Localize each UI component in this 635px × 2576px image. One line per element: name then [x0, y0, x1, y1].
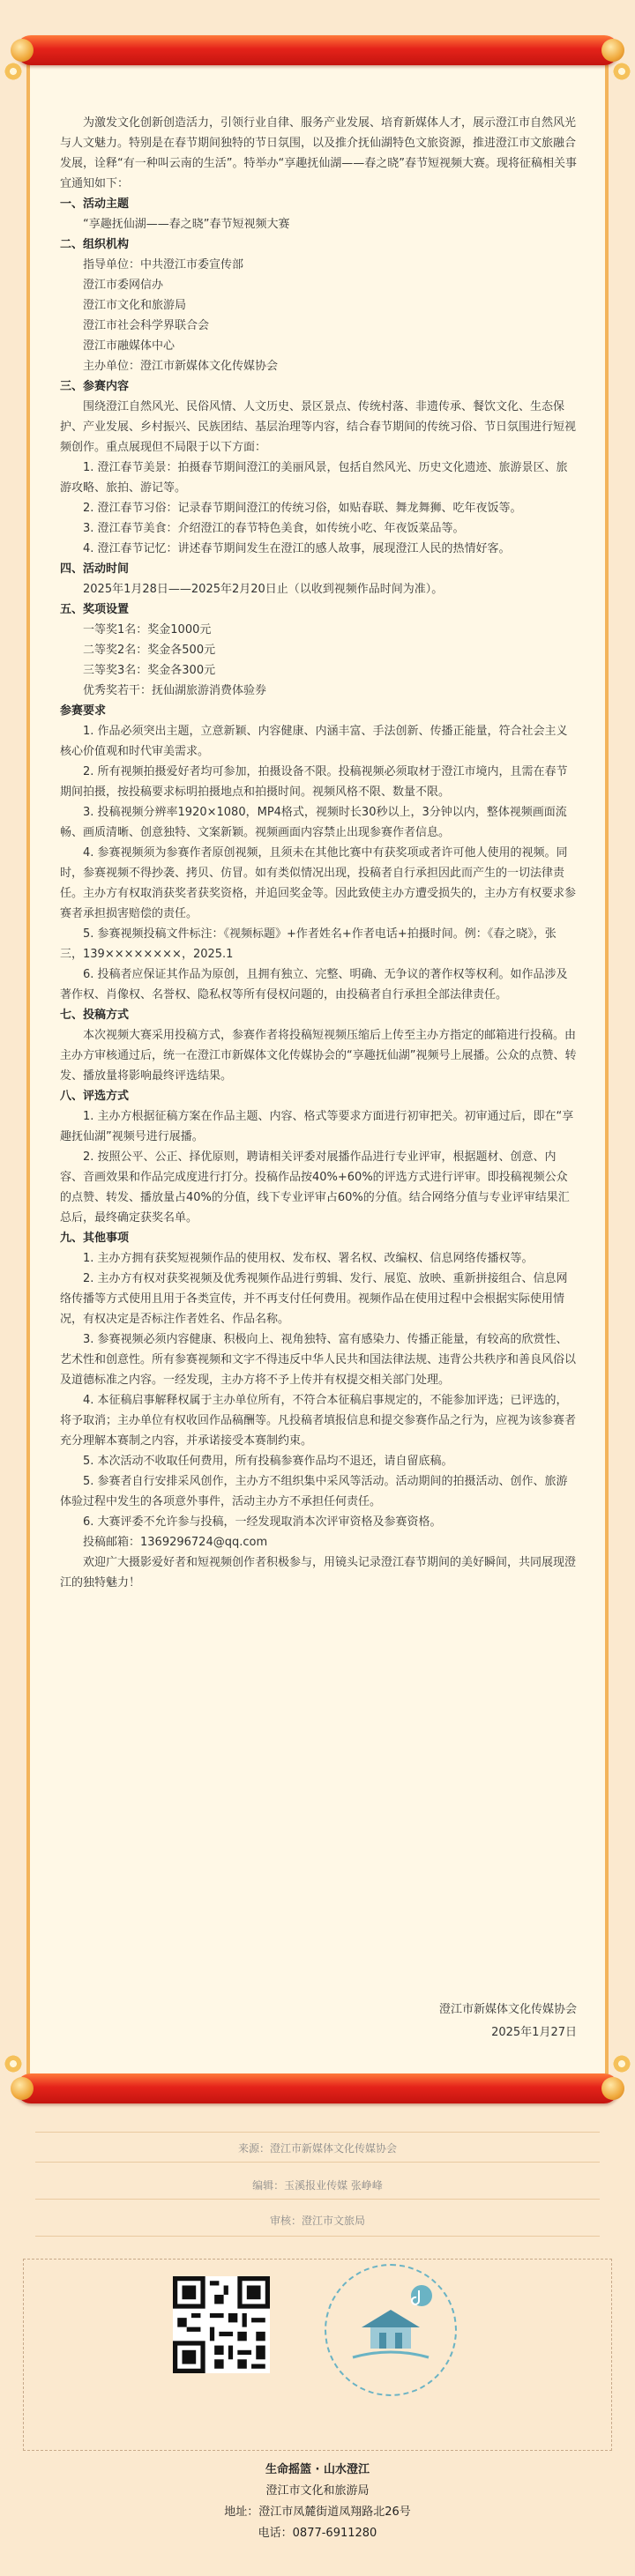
requirement-item: 1. 作品必须突出主题，立意新颖、内容健康、内涵丰富、手法创新、传播正能量，符合社会主义核心价值观和时代审美需求。 — [60, 725, 568, 758]
award-line: 一等奖1名：奖金1000元 — [83, 623, 212, 637]
requirement-item: 3. 投稿视频分辨率1920×1080，MP4格式，视频时长30秒以上，3分钟以内，整体视频画面流畅、画质清晰、创意独特、文案新颖。视频画面内容禁止出现参赛作者信息。 — [60, 806, 567, 839]
org-line: 指导单位：中共澄江市委宣传部 — [83, 258, 244, 272]
footer-editor: 编辑：玉溪报业传媒 张峥峰 — [252, 2179, 383, 2192]
section-title-submission: 七、投稿方式 — [60, 1009, 130, 1022]
requirement-item: 6. 投稿者应保证其作品为原创，且拥有独立、完整、明确、无争议的著作权等权利。如作品涉及著作权、肖像权、名誉权、隐私权等所有侵权问题的，由投稿者自行承担全部法律责任。 — [60, 968, 568, 1001]
section-title-theme: 一、活动主题 — [60, 197, 130, 211]
cloud-ornament-icon — [4, 62, 23, 81]
org-line: 澄江市社会科学界联合会 — [83, 319, 210, 332]
footer-address: 地址：澄江市凤麓街道凤翔路北26号 — [224, 2505, 411, 2519]
scroll-rod-top — [16, 35, 619, 65]
qr-code-icon[interactable] — [173, 2276, 270, 2373]
requirement-item: 5. 参赛视频投稿文件标注：《视频标题》+作者姓名+作者电话+拍摄时间。例：《春之晓》，张三，139××××××××，2025.1 — [60, 927, 557, 961]
footer-phone[interactable]: 电话：0877-6911280 — [258, 2527, 377, 2540]
pavilion-icon — [326, 2266, 455, 2394]
closing-paragraph: 欢迎广大摄影爱好者和短视频创作者积极参与，用镜头记录澄江春节期间的美好瞬间，共同展现澄江的独特魅力！ — [60, 1556, 577, 1590]
award-line: 优秀奖若干：抚仙湖旅游消费体验券 — [83, 684, 267, 697]
other-item: 6. 大赛评委不允许参与投稿，一经发现取消本次评审资格及参赛资格。 — [83, 1515, 442, 1529]
requirement-item: 4. 参赛视频须为参赛作者原创视频，且须未在其他比赛中有获奖项或者许可他人使用的视频。同时，参赛视频不得抄袭、拷贝、仿冒。如有类似情况出现，投稿者自行承担因此而产生的一切法律责任。主办方有权取消获奖者获奖资格，并追回奖金等。因此致使主办方遭受损失的，主办方有权要求参赛者承担损害赔偿的责任。 — [60, 846, 577, 920]
cloud-ornament-icon — [612, 62, 631, 81]
scroll-rod-bottom — [16, 2073, 619, 2103]
rod-cap-right-icon — [601, 39, 624, 62]
rod-cap-left-icon — [11, 2077, 34, 2100]
footer-bureau: 澄江市文化和旅游局 — [265, 2484, 370, 2498]
section-title-other: 九、其他事项 — [60, 1232, 130, 1245]
other-item: 3. 参赛视频必须内容健康、积极向上、视角独特、富有感染力、传播正能量，有较高的欣赏性、艺术性和创意性。所有参赛视频和文字不得违反中华人民共和国法律法规、违背公共秩序和善良风俗以及道德标准之内容。一经发现，主办方将不予上传并有权提交相关部门处理。 — [60, 1333, 577, 1387]
section-title-content: 三、参赛内容 — [60, 380, 130, 393]
content-item: 2. 澄江春节习俗：记录春节期间澄江的传统习俗，如贴春联、舞龙舞狮、吃年夜饭等。 — [83, 502, 522, 515]
org-line: 澄江市融媒体中心 — [83, 339, 176, 353]
footer-divider — [35, 2236, 600, 2237]
signature-date: 2025年1月27日 — [491, 2026, 577, 2039]
rod-cap-right-icon — [601, 2077, 624, 2100]
footer-divider — [35, 2162, 600, 2163]
content-item: 1. 澄江春节美景：拍摄春节期间澄江的美丽风景，包括自然风光、历史文化遗迹、旅游景区、旅游攻略、旅拍、游记等。 — [60, 461, 568, 495]
content-item: 4. 澄江春节记忆：讲述春节期间发生在澄江的感人故事，展现澄江人民的热情好客。 — [83, 542, 511, 555]
section-title-judging: 八、评选方式 — [60, 1090, 130, 1103]
content-intro: 围绕澄江自然风光、民俗风情、人文历史、景区景点、传统村落、非遗传承、餐饮文化、生态保护、产业发展、乡村振兴、民族团结、基层治理等内容，结合春节期间的传统习俗、节日氛围进行短视频创作。重点展现但不局限于以下方面： — [60, 400, 577, 454]
requirement-item: 2. 所有视频拍摄爱好者均可参加，拍摄设备不限。投稿视频必须取材于澄江市境内，且需在春节期间拍摄，按投稿要求标明拍摄地点和拍摄时间。视频风格不限、数量不限。 — [60, 765, 568, 799]
time-text: 2025年1月28日——2025年2月20日止（以收到视频作品时间为准）。 — [83, 583, 444, 596]
section-title-org: 二、组织机构 — [60, 238, 130, 251]
award-line: 二等奖2名：奖金各500元 — [83, 644, 216, 657]
content-item: 3. 澄江春节美食：介绍澄江的春节特色美食，如传统小吃、年夜饭菜品等。 — [83, 522, 465, 535]
douyin-mark-icon[interactable] — [325, 2264, 457, 2396]
judging-item: 1. 主办方根据征稿方案在作品主题、内容、格式等要求方面进行初审把关。初审通过后，即在“享趣抚仙湖”视频号进行展播。 — [60, 1110, 574, 1143]
award-line: 三等奖3名：奖金各300元 — [83, 664, 216, 677]
footer-source: 来源：澄江市新媒体文化传媒协会 — [237, 2142, 397, 2155]
footer-divider — [35, 2132, 600, 2133]
other-item: 5. 参赛者自行安排采风创作，主办方不组织集中采风等活动。活动期间的拍摄活动、创作、旅游体验过程中发生的各项意外事件，活动主办方不承担任何责任。 — [60, 1475, 568, 1508]
other-item: 1. 主办方拥有获奖短视频作品的使用权、发布权、署名权、改编权、信息网络传播权等。 — [83, 1252, 534, 1265]
signature-org: 澄江市新媒体文化传媒协会 — [438, 2003, 577, 2016]
footer-slogan: 生命摇篮 · 山水澄江 — [265, 2463, 370, 2476]
section-title-time: 四、活动时间 — [60, 562, 130, 576]
org-line: 澄江市文化和旅游局 — [83, 299, 187, 312]
cloud-ornament-icon — [4, 2054, 23, 2073]
cloud-ornament-icon — [612, 2054, 631, 2073]
other-item: 4. 本征稿启事解释权属于主办单位所有，不符合本征稿启事规定的，不能参加评选；已评选的，将予取消；主办单位有权收回作品稿酬等。凡投稿者填报信息和提交参赛作品之行为，应视为该参赛者充分理解本赛制之内容，并承诺接受本赛制约束。 — [60, 1394, 577, 1448]
other-item: 2. 主办方有权对获奖视频及优秀视频作品进行剪辑、发行、展览、放映、重新拼接组合、信息网络传播等方式使用且用于各类宣传，并不再支付任何费用。视频作品在使用过程中会根据实际使用情况，有权决定是否标注作者姓名、作品名称。 — [60, 1272, 568, 1326]
qr-section — [23, 2259, 612, 2451]
submission-email[interactable]: 投稿邮箱：1369296724@qq.com — [83, 1536, 268, 1549]
rod-cap-left-icon — [11, 39, 34, 62]
org-line: 澄江市委网信办 — [83, 279, 164, 292]
footer-divider — [35, 2199, 600, 2200]
submission-text: 本次视频大赛采用投稿方式，参赛作者将投稿短视频压缩后上传至主办方指定的邮箱进行投稿。由主办方审核通过后，统一在澄江市新媒体文化传媒协会的“享趣抚仙湖”视频号上展播。公众的点赞、转发、播放量将影响最终评选结果。 — [60, 1029, 577, 1083]
notice-body — [60, 113, 577, 1593]
footer-reviewer: 审核：澄江市文旅局 — [269, 2215, 365, 2227]
section-title-requirements: 参赛要求 — [60, 704, 107, 718]
other-item: 5. 本次活动不收取任何费用，所有投稿参赛作品均不退还，请自留底稿。 — [83, 1455, 453, 1468]
theme-text: “享趣抚仙湖——春之晓”春节短视频大赛 — [83, 218, 290, 231]
intro-paragraph: 为激发文化创新创造活力，引领行业自律、服务产业发展、培育新媒体人才，展示澄江市自然风光与人文魅力。特别是在春节期间独特的节日氛围，以及推介抚仙湖特色文旅资源，推进澄江市文旅融合发展，诠释“有一种叫云南的生活”。特举办“享趣抚仙湖——春之晓”春节短视频大赛。现将征稿相关事宜通知如下： — [60, 116, 577, 190]
judging-item: 2. 按照公平、公正、择优原则，聘请相关评委对展播作品进行专业评审，根据题材、创意、内容、音画效果和作品完成度进行打分。投稿作品按40%+60%的评选方式进行评审。即投稿视频公众的点赞、转发、播放量占40%的分值，线下专业评审占60%的分值。结合网络分值与专业评审结果汇总后，最终确定获奖名单。 — [60, 1150, 570, 1225]
section-title-awards: 五、奖项设置 — [60, 603, 130, 616]
org-line: 主办单位：澄江市新媒体文化传媒协会 — [83, 360, 279, 373]
